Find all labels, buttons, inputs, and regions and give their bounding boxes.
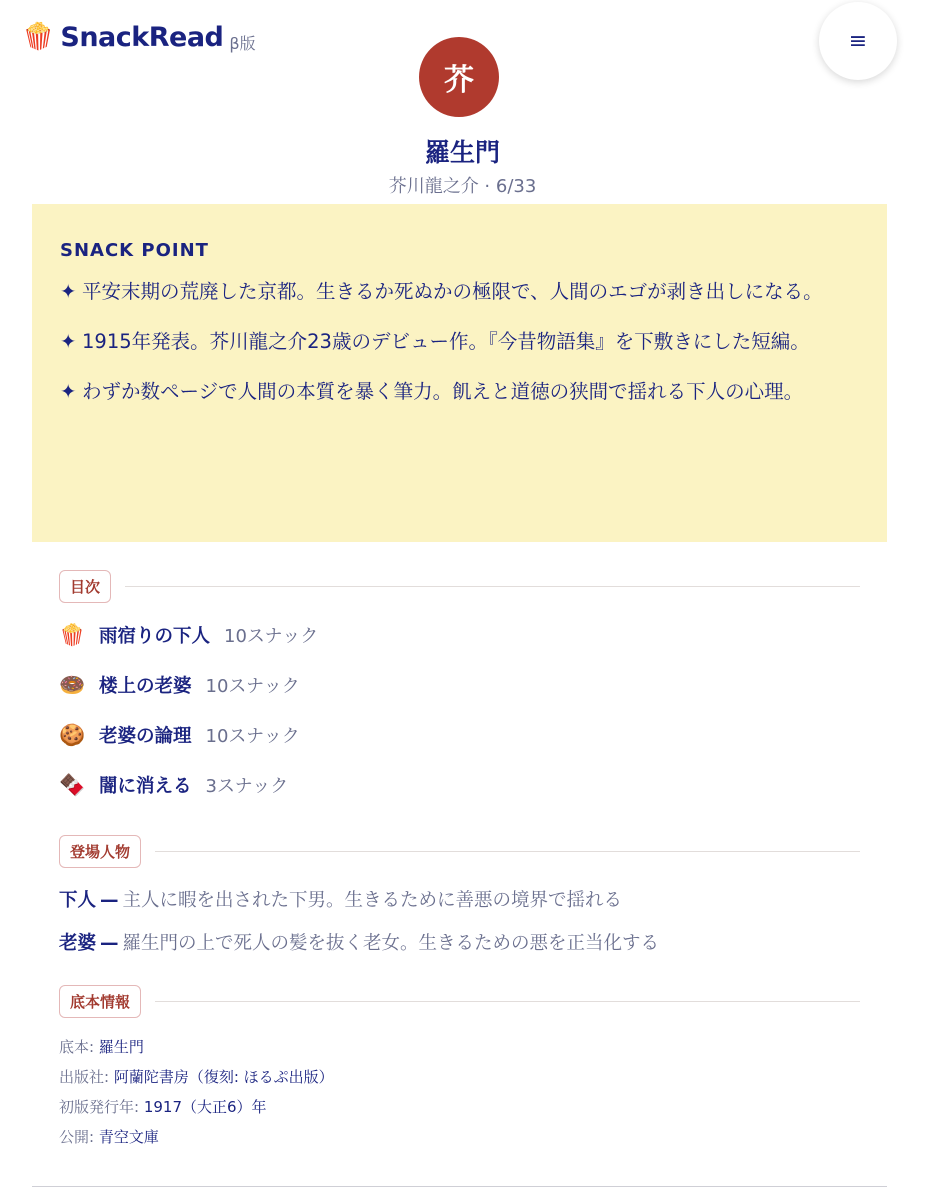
source-item <box>59 1066 334 1087</box>
character-name: 老婆 <box>59 933 97 954</box>
toc-item-count: 10スナック <box>205 726 300 747</box>
donut-icon: 🍩 <box>59 672 86 697</box>
character-item <box>59 929 659 955</box>
divider <box>125 586 860 587</box>
book-title: 羅生門 <box>424 138 500 167</box>
sparkle-icon: ✦ <box>60 380 77 403</box>
toc-item-count: 3スナック <box>205 776 289 797</box>
toc-tag: 目次 <box>59 570 111 603</box>
popcorn-icon: 🍿 <box>59 622 86 647</box>
dash: — <box>100 890 119 911</box>
chocolate-bar-icon: 🍫 <box>59 772 86 797</box>
book-subtitle: 芥川龍之介 · 6/33 <box>388 176 537 197</box>
snack-point-item <box>60 325 859 359</box>
snack-point-text: わずか数ページで人間の本質を暴く筆力。飢えと道徳の狭間で揺れる下人の心理。 <box>82 380 804 403</box>
source-label: 出版社: <box>59 1068 114 1086</box>
toc-item-title: 楼上の老婆 <box>99 676 192 697</box>
cookie-icon: 🍪 <box>59 722 86 747</box>
source-value: 青空文庫 <box>98 1128 159 1146</box>
source-value: 阿蘭陀書房（復刻: ほるぷ出版） <box>113 1068 334 1086</box>
source-item <box>59 1126 159 1147</box>
characters-tag: 登場人物 <box>59 835 141 868</box>
toc-item-title: 闇に消える <box>99 776 192 797</box>
source-item <box>59 1036 144 1057</box>
snack-point-heading: SNACK POINT <box>60 240 209 261</box>
bottom-divider <box>32 1186 887 1187</box>
character-item <box>59 886 622 912</box>
divider <box>155 1001 860 1002</box>
character-desc: 主人に暇を出された下男。生きるために善悪の境界で揺れる <box>122 890 623 911</box>
source-label: 底本: <box>59 1038 99 1056</box>
source-label: 公開: <box>59 1128 99 1146</box>
source-value: 羅生門 <box>98 1038 144 1056</box>
source-value: 1917（大正6）年 <box>143 1098 267 1116</box>
sparkle-icon: ✦ <box>60 280 77 303</box>
snack-point-item <box>60 375 859 409</box>
toc-item-title: 雨宿りの下人 <box>99 626 211 647</box>
toc-item[interactable] <box>59 772 288 798</box>
toc-item-title: 老婆の論理 <box>99 726 192 747</box>
toc-item[interactable] <box>59 722 300 748</box>
source-section-header <box>59 985 860 1018</box>
dash: — <box>100 933 119 954</box>
hamburger-menu-icon: ≡ <box>848 28 868 54</box>
character-desc: 羅生門の上で死人の髪を抜く老女。生きるための悪を正当化する <box>122 933 660 954</box>
popcorn-icon: 🍿 <box>22 22 55 52</box>
divider <box>155 851 860 852</box>
source-tag: 底本情報 <box>59 985 141 1018</box>
avatar-char: 芥 <box>444 63 474 98</box>
toc-item-count: 10スナック <box>205 676 300 697</box>
source-item <box>59 1096 267 1117</box>
character-name: 下人 <box>59 890 97 911</box>
toc-item[interactable] <box>59 672 300 698</box>
toc-item-count: 10スナック <box>224 626 319 647</box>
toc-section-header <box>59 570 860 603</box>
sparkle-icon: ✦ <box>60 330 77 353</box>
app-logo[interactable] <box>22 20 256 54</box>
snack-point-item <box>60 275 859 309</box>
beta-label: β版 <box>229 33 256 53</box>
menu-button[interactable] <box>819 2 897 80</box>
characters-section-header <box>59 835 860 868</box>
snack-point-text: 1915年発表。芥川龍之介23歳のデビュー作。『今昔物語集』を下敷きにした短編。 <box>82 330 810 353</box>
author-avatar <box>419 37 499 117</box>
toc-item[interactable] <box>59 622 318 648</box>
source-label: 初版発行年: <box>59 1098 144 1116</box>
app-name: SnackRead <box>60 21 224 53</box>
snack-point-text: 平安末期の荒廃した京都。生きるか死ぬかの極限で、人間のエゴが剥き出しになる。 <box>82 280 823 303</box>
snack-point-box <box>32 204 887 542</box>
